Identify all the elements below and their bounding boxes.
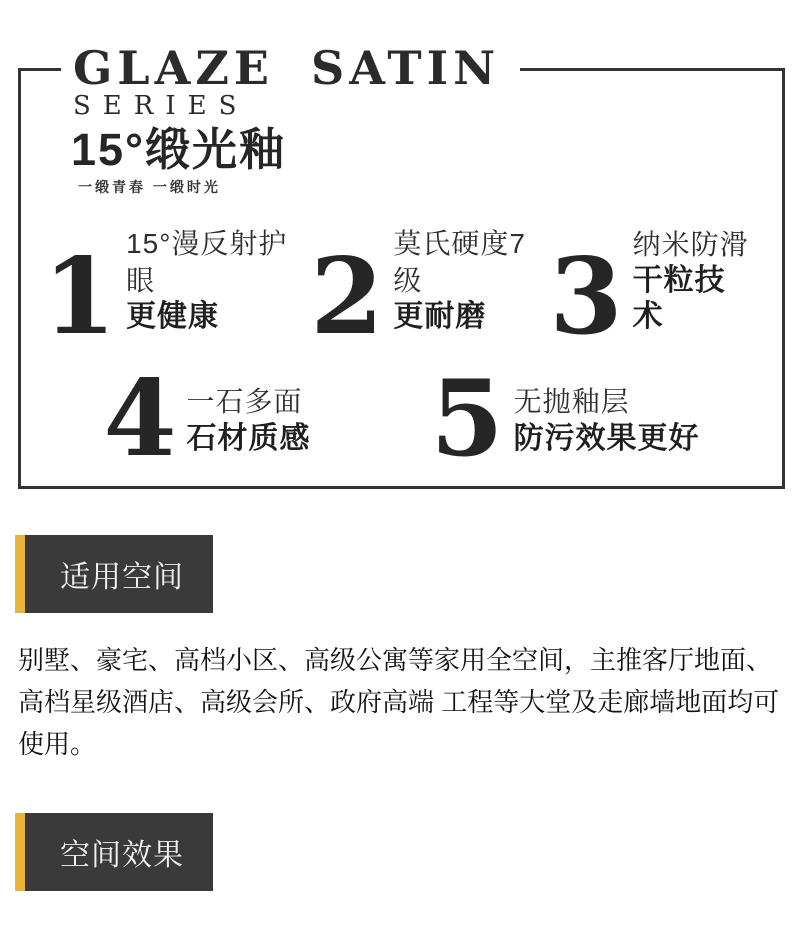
product-name: 15°缎光釉 [71, 124, 287, 175]
feature-line1: 纳米防滑 [632, 228, 749, 260]
series-label: SERIES [73, 91, 249, 121]
features-row-2 [21, 355, 782, 486]
feature-text [633, 227, 752, 338]
feature-number: 4 [103, 355, 177, 480]
feature-text [393, 226, 549, 338]
feature-item-1 [43, 226, 310, 359]
feature-line2: 更健康 [126, 299, 220, 333]
product-detail-page [0, 41, 800, 891]
section-title: 空间效果 [60, 838, 184, 872]
brand-title: GLAZE SATIN [61, 45, 520, 91]
section-title: 适用空间 [60, 560, 184, 594]
section-header-usable-space [15, 535, 213, 613]
features-row-1 [43, 226, 752, 359]
section-header-space-effect [15, 813, 213, 891]
feature-item-5 [430, 355, 700, 480]
usable-space-description: 别墅、豪宅、高档小区、高级公寓等家用全空间，主推客厅地面、高档星级酒店、高级会所、政府高端 工程等大堂及走廊墙地面均可使用。 [18, 644, 780, 759]
feature-line2: 石材质感 [186, 421, 311, 455]
feature-line2: 干粒技术 [632, 263, 726, 333]
feature-line1: 无抛釉层 [513, 386, 630, 418]
hero-box [18, 41, 785, 489]
feature-text [514, 384, 700, 459]
feature-number: 1 [43, 234, 117, 359]
feature-line1: 15°漫反射护眼 [126, 228, 288, 296]
feature-number: 2 [310, 234, 384, 359]
feature-text [126, 226, 310, 338]
feature-number: 5 [430, 355, 504, 480]
feature-text [187, 384, 311, 459]
feature-item-2 [310, 226, 549, 359]
feature-item-3 [549, 227, 752, 359]
feature-item-4 [103, 355, 311, 480]
product-tagline: 一缎青春 一缎时光 [78, 179, 221, 195]
feature-line2: 更耐磨 [393, 299, 487, 333]
feature-line1: 莫氏硬度7级 [393, 228, 526, 296]
feature-line2: 防污效果更好 [513, 421, 700, 455]
feature-number: 3 [549, 234, 623, 359]
feature-line1: 一石多面 [186, 386, 303, 418]
